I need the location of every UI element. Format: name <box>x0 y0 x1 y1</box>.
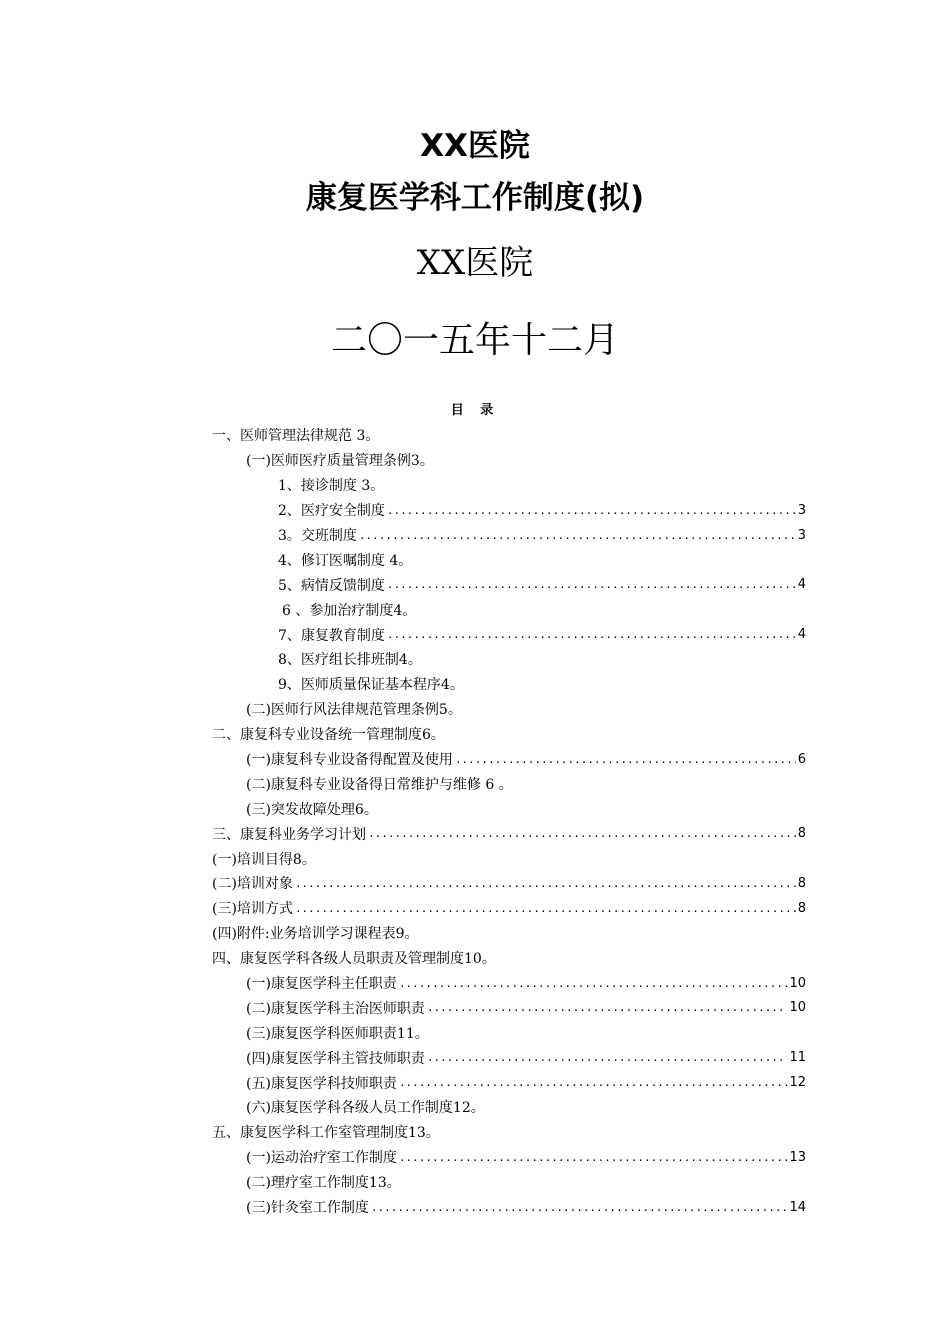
toc-entry-text: (五)康复医学科技师职责 <box>246 1075 397 1092</box>
toc-page-number: 3 <box>797 502 806 518</box>
toc-page-number: 10 <box>789 1000 806 1016</box>
toc-entry[interactable] <box>212 697 806 722</box>
toc-entry[interactable] <box>212 1020 806 1045</box>
toc-entry[interactable] <box>212 423 806 448</box>
toc-leader-dots <box>359 529 796 542</box>
toc-entry-text: (二)培训对象 <box>212 876 293 893</box>
toc-entry-text: 4、修订医嘱制度 4。 <box>278 552 413 569</box>
toc-entry[interactable] <box>212 995 806 1020</box>
toc-leader-dots <box>455 753 796 766</box>
toc-page-number: 4 <box>797 577 806 593</box>
toc-entry[interactable] <box>212 871 806 896</box>
toc-entry[interactable] <box>212 672 806 697</box>
toc-entry-text: 1、接诊制度 3。 <box>278 478 385 495</box>
toc-leader-dots <box>399 1151 788 1164</box>
toc-page-number: 13 <box>789 1149 806 1165</box>
toc-entry-text: 6 、参加治疗制度4。 <box>282 602 417 619</box>
toc-entry-text: (二)医师行风法律规范管理条例5。 <box>246 702 462 719</box>
toc-entry[interactable] <box>212 1045 806 1070</box>
toc-leader-dots <box>387 628 796 641</box>
toc-entry[interactable] <box>212 921 806 946</box>
toc-entry-text: (三)针灸室工作制度 <box>246 1200 369 1217</box>
toc-entry[interactable] <box>212 597 806 622</box>
toc-entry-text: 一、医师管理法律规范 3。 <box>212 428 380 445</box>
toc-page-number: 6 <box>797 751 806 767</box>
toc-entry[interactable] <box>212 796 806 821</box>
toc-entry-text: (一)康复医学科主任职责 <box>246 976 397 993</box>
toc-entry[interactable] <box>212 771 806 796</box>
toc-page-number: 8 <box>797 826 806 842</box>
cover-date: 二〇一五年十二月 <box>330 320 619 361</box>
toc-entry[interactable] <box>212 1170 806 1195</box>
toc-entry-text: (一)运动治疗室工作制度 <box>246 1150 397 1167</box>
toc-entry[interactable] <box>212 896 806 921</box>
toc-entry[interactable] <box>212 547 806 572</box>
toc-page-number: 12 <box>789 1075 806 1091</box>
toc-entry[interactable] <box>212 1120 806 1145</box>
cover-title: 康复医学科工作制度(拟) <box>305 180 645 216</box>
toc-entry-text: (六)康复医学科各级人员工作制度12。 <box>246 1100 485 1117</box>
toc-leader-dots <box>295 902 796 915</box>
toc-entry-text: 三、康复科业务学习计划 <box>212 826 366 843</box>
toc-leader-dots <box>427 1051 788 1064</box>
toc-leader-dots <box>399 977 788 990</box>
toc-entry[interactable] <box>212 1070 806 1095</box>
toc-page-number: 8 <box>797 900 806 916</box>
toc-entry[interactable] <box>212 1195 806 1220</box>
toc-leader-dots <box>371 1201 788 1214</box>
toc-page-number: 14 <box>789 1199 806 1215</box>
toc-leader-dots <box>387 504 796 517</box>
toc-entry[interactable] <box>212 747 806 772</box>
toc-leader-dots <box>399 1076 788 1089</box>
toc-entry-text: (一)医师医疗质量管理条例3。 <box>246 453 434 470</box>
toc-leader-dots <box>295 877 796 890</box>
toc-entry[interactable] <box>212 473 806 498</box>
toc-entry-text: (一)培训目得8。 <box>212 851 316 868</box>
toc-page-number: 3 <box>797 527 806 543</box>
toc-entry-text: 五、康复医学科工作室管理制度13。 <box>212 1125 440 1142</box>
toc-entry[interactable] <box>212 946 806 971</box>
toc-entry-text: 2、医疗安全制度 <box>278 503 385 520</box>
toc-entry-text: 8、医疗组长排班制4。 <box>278 652 422 669</box>
toc-leader-dots <box>387 578 796 591</box>
toc-entry-text: (三)康复医学科医师职责11。 <box>246 1025 429 1042</box>
toc-entry-text: 3。交班制度 <box>278 528 357 544</box>
toc-entry-text: (三)突发故障处理6。 <box>246 801 378 818</box>
toc-entry-text: 7、康复教育制度 <box>278 627 385 644</box>
toc-entry[interactable] <box>212 523 806 548</box>
toc-page-number: 10 <box>789 975 806 991</box>
toc-entry-text: 二、康复科专业设备统一管理制度6。 <box>212 727 445 744</box>
toc-entry[interactable] <box>212 1145 806 1170</box>
toc-entry[interactable] <box>212 448 806 473</box>
cover-hospital: XX医院 <box>416 243 534 283</box>
toc-entry-text: 9、医师质量保证基本程序4。 <box>278 677 464 694</box>
toc-entry[interactable] <box>212 971 806 996</box>
toc-entry-text: (一)康复科专业设备得配置及使用 <box>246 752 453 769</box>
toc-heading: 目 录 <box>450 403 500 418</box>
toc-entry[interactable] <box>212 722 806 747</box>
toc-page-number: 11 <box>789 1050 806 1066</box>
toc-entry-text: (四)附件:业务培训学习课程表9。 <box>212 926 419 943</box>
toc-entry-text: 四、康复医学科各级人员职责及管理制度10。 <box>212 951 496 968</box>
toc-entry[interactable] <box>212 821 806 846</box>
toc-entry-text: (三)培训方式 <box>212 901 293 918</box>
toc-entry-text: (四)康复医学科主管技师职责 <box>246 1050 425 1067</box>
toc-entry[interactable] <box>212 647 806 672</box>
toc-entry-text: 5、病情反馈制度 <box>278 577 385 594</box>
toc-entry[interactable] <box>212 1095 806 1120</box>
toc-page-number: 4 <box>797 627 806 643</box>
toc-leader-dots <box>368 827 796 840</box>
cover-hospital-bold: XX医院 <box>420 128 530 164</box>
toc-entry[interactable] <box>212 498 806 523</box>
toc-entry-text: (二)理疗室工作制度13。 <box>246 1175 401 1192</box>
toc-entry[interactable] <box>212 572 806 597</box>
toc-page-number: 8 <box>797 875 806 891</box>
toc-entry-text: (二)康复科专业设备得日常维护与维修 6 。 <box>246 776 513 793</box>
toc-entry[interactable] <box>212 846 806 871</box>
toc-entry-text: (二)康复医学科主治医师职责 <box>246 1000 425 1017</box>
table-of-contents <box>212 423 806 1220</box>
toc-entry[interactable] <box>212 622 806 647</box>
toc-leader-dots <box>427 1001 788 1014</box>
